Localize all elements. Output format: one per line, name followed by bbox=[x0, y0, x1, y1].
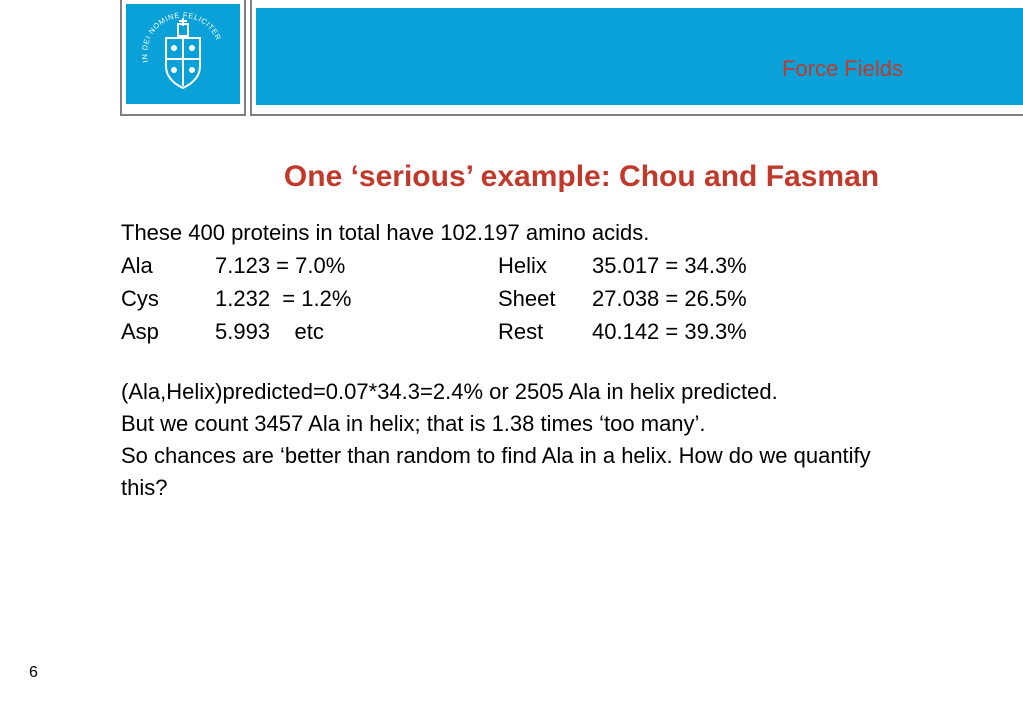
row-aa-name: Asp bbox=[121, 319, 159, 344]
row-ss-value: 35.017 = 34.3% bbox=[592, 253, 747, 278]
paragraph-question-end: this? bbox=[121, 475, 168, 500]
row-ss-value: 27.038 = 26.5% bbox=[592, 286, 747, 311]
header-banner-frame bbox=[250, 0, 1023, 116]
row-aa-value: 7.123 = 7.0% bbox=[215, 253, 346, 278]
header-banner bbox=[256, 8, 1023, 105]
svg-text:IN DEI NOMINE FELICITER: IN DEI NOMINE FELICITER bbox=[139, 10, 224, 64]
paragraph-prediction: (Ala,Helix)predicted=0.07*34.3=2.4% or 2505 Ala in helix predicted. bbox=[121, 379, 778, 404]
row-aa-name: Cys bbox=[121, 286, 159, 311]
logo-frame bbox=[120, 0, 246, 116]
section-title: Force Fields bbox=[781, 56, 903, 81]
paragraph-question: So chances are ‘better than random to find Ala in a helix. How do we quantify bbox=[121, 443, 871, 468]
page-number: 6 bbox=[29, 664, 38, 681]
row-aa-name: Ala bbox=[121, 253, 153, 278]
slide-title: One ‘serious’ example: Chou and Fasman bbox=[283, 160, 880, 193]
row-ss-name: Rest bbox=[498, 319, 544, 344]
row-ss-name: Helix bbox=[498, 253, 547, 278]
row-aa-value: 5.993 etc bbox=[215, 319, 324, 344]
shield-crest-icon bbox=[126, 4, 240, 104]
row-ss-value: 40.142 = 39.3% bbox=[592, 319, 747, 344]
intro-text: These 400 proteins in total have 102.197 amino acids. bbox=[121, 220, 650, 245]
paragraph-count: But we count 3457 Ala in helix; that is 1.38 times ‘too many’. bbox=[121, 411, 706, 436]
row-aa-value: 1.232 = 1.2% bbox=[215, 286, 352, 311]
row-ss-name: Sheet bbox=[498, 286, 556, 311]
university-logo bbox=[126, 4, 240, 104]
